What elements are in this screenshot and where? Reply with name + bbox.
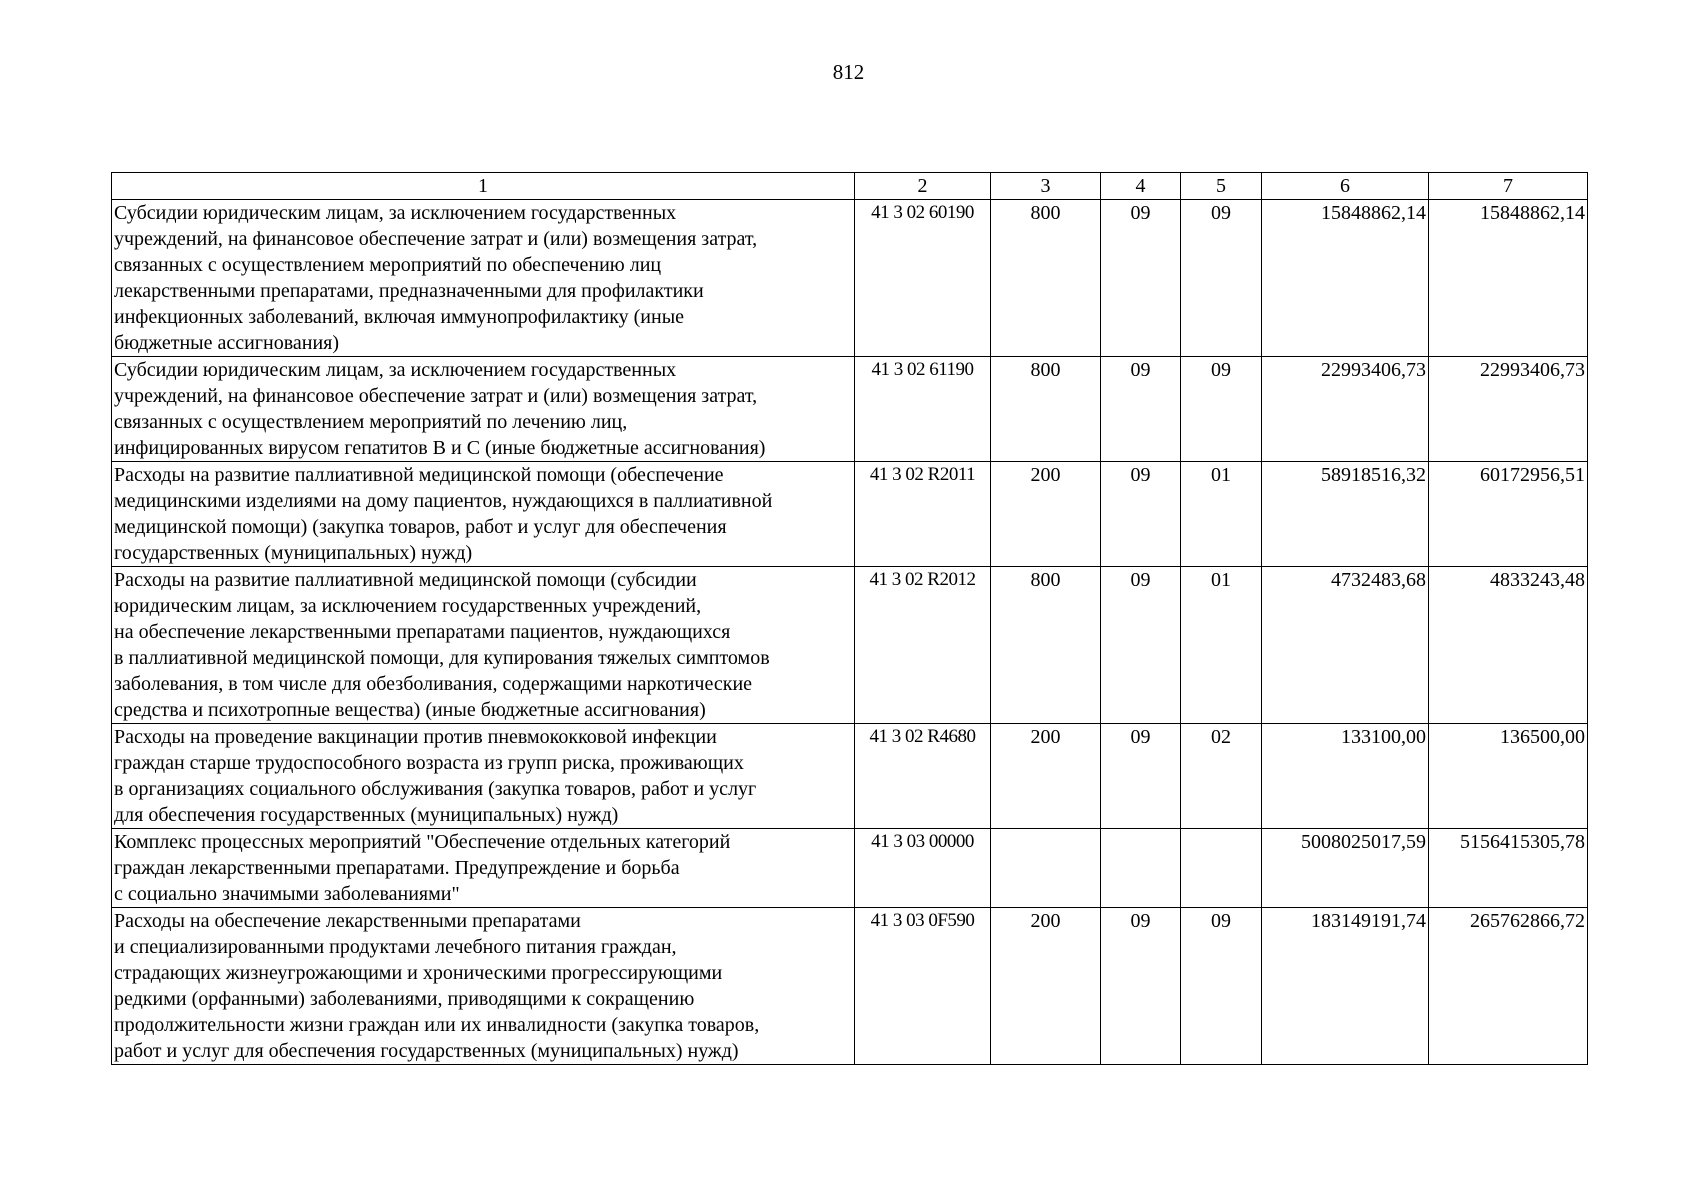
row-col5: 02 [1181, 724, 1262, 829]
row-col3: 800 [991, 200, 1101, 357]
column-header-3: 3 [991, 173, 1101, 200]
row-col4: 09 [1101, 200, 1181, 357]
table-row [112, 567, 1588, 724]
row-col5: 01 [1181, 462, 1262, 567]
header-row [112, 173, 1588, 200]
column-header-4: 4 [1101, 173, 1181, 200]
budget-table [111, 172, 1588, 1065]
row-col3: 200 [991, 908, 1101, 1065]
column-header-1: 1 [112, 173, 855, 200]
table-row [112, 200, 1588, 357]
table-row [112, 829, 1588, 908]
row-col3: 200 [991, 462, 1101, 567]
row-col5: 01 [1181, 567, 1262, 724]
row-col5 [1181, 829, 1262, 908]
row-col3: 800 [991, 357, 1101, 462]
row-amount-6: 15848862,14 [1262, 200, 1429, 357]
row-code: 41 3 02 R4680 [855, 724, 991, 829]
row-amount-6: 5008025017,59 [1262, 829, 1429, 908]
row-code: 41 3 03 0F590 [855, 908, 991, 1065]
row-amount-7: 265762866,72 [1429, 908, 1588, 1065]
row-description: Субсидии юридическим лицам, за исключением государственных учреждений, на финансовое обеспечение затрат и (или) возмещения затрат, связанных с осуществлением мероприятий по обеспечению лиц лекарственными препаратами, предназначенными для профилактики инфекционных заболеваний, включая иммунопрофилактику (иные бюджетные ассигнования) [112, 200, 855, 357]
row-col3: 800 [991, 567, 1101, 724]
column-header-7: 7 [1429, 173, 1588, 200]
row-code: 41 3 02 R2011 [855, 462, 991, 567]
row-amount-6: 133100,00 [1262, 724, 1429, 829]
row-description: Субсидии юридическим лицам, за исключением государственных учреждений, на финансовое обеспечение затрат и (или) возмещения затрат, связанных с осуществлением мероприятий по лечению лиц, инфицированных вирусом гепатитов В и С (иные бюджетные ассигнования) [112, 357, 855, 462]
row-amount-6: 22993406,73 [1262, 357, 1429, 462]
row-col4: 09 [1101, 908, 1181, 1065]
row-code: 41 3 02 60190 [855, 200, 991, 357]
row-description: Расходы на развитие паллиативной медицинской помощи (субсидии юридическим лицам, за исключением государственных учреждений, на обеспечение лекарственными препаратами пациентов, нуждающихся в паллиативной медицинской помощи, для купирования тяжелых симптомов заболевания, в том числе для обезболивания, содержащими наркотические средства и психотропные вещества) (иные бюджетные ассигнования) [112, 567, 855, 724]
table-row [112, 357, 1588, 462]
row-code: 41 3 02 61190 [855, 357, 991, 462]
page-number: 812 [832, 60, 865, 84]
table-row [112, 462, 1588, 567]
row-amount-6: 58918516,32 [1262, 462, 1429, 567]
row-description: Расходы на развитие паллиативной медицинской помощи (обеспечение медицинскими изделиями на дому пациентов, нуждающихся в паллиативной медицинской помощи) (закупка товаров, работ и услуг для обеспечения государственных (муниципальных) нужд) [112, 462, 855, 567]
row-col4: 09 [1101, 462, 1181, 567]
column-header-6: 6 [1262, 173, 1429, 200]
row-amount-7: 4833243,48 [1429, 567, 1588, 724]
row-amount-7: 60172956,51 [1429, 462, 1588, 567]
row-code: 41 3 02 R2012 [855, 567, 991, 724]
row-amount-7: 15848862,14 [1429, 200, 1588, 357]
row-col4: 09 [1101, 357, 1181, 462]
row-amount-7: 22993406,73 [1429, 357, 1588, 462]
row-col5: 09 [1181, 357, 1262, 462]
table-row [112, 724, 1588, 829]
row-description: Расходы на проведение вакцинации против пневмококковой инфекции граждан старше трудоспособного возраста из групп риска, проживающих в организациях социального обслуживания (закупка товаров, работ и услуг для обеспечения государственных (муниципальных) нужд) [112, 724, 855, 829]
row-amount-7: 5156415305,78 [1429, 829, 1588, 908]
table-row [112, 908, 1588, 1065]
row-amount-7: 136500,00 [1429, 724, 1588, 829]
row-col3 [991, 829, 1101, 908]
row-col4: 09 [1101, 567, 1181, 724]
column-header-5: 5 [1181, 173, 1262, 200]
row-col4 [1101, 829, 1181, 908]
row-amount-6: 4732483,68 [1262, 567, 1429, 724]
row-code: 41 3 03 00000 [855, 829, 991, 908]
row-col5: 09 [1181, 908, 1262, 1065]
row-description: Расходы на обеспечение лекарственными препаратами и специализированными продуктами лечебного питания граждан, страдающих жизнеугрожающими и хроническими прогрессирующими редкими (орфанными) заболеваниями, приводящими к сокращению продолжительности жизни граждан или их инвалидности (закупка товаров, работ и услуг для обеспечения государственных (муниципальных) нужд) [112, 908, 855, 1065]
row-amount-6: 183149191,74 [1262, 908, 1429, 1065]
row-col4: 09 [1101, 724, 1181, 829]
row-description: Комплекс процессных мероприятий "Обеспечение отдельных категорий граждан лекарственными препаратами. Предупреждение и борьба с социально значимыми заболеваниями" [112, 829, 855, 908]
column-header-2: 2 [855, 173, 991, 200]
row-col3: 200 [991, 724, 1101, 829]
row-col5: 09 [1181, 200, 1262, 357]
